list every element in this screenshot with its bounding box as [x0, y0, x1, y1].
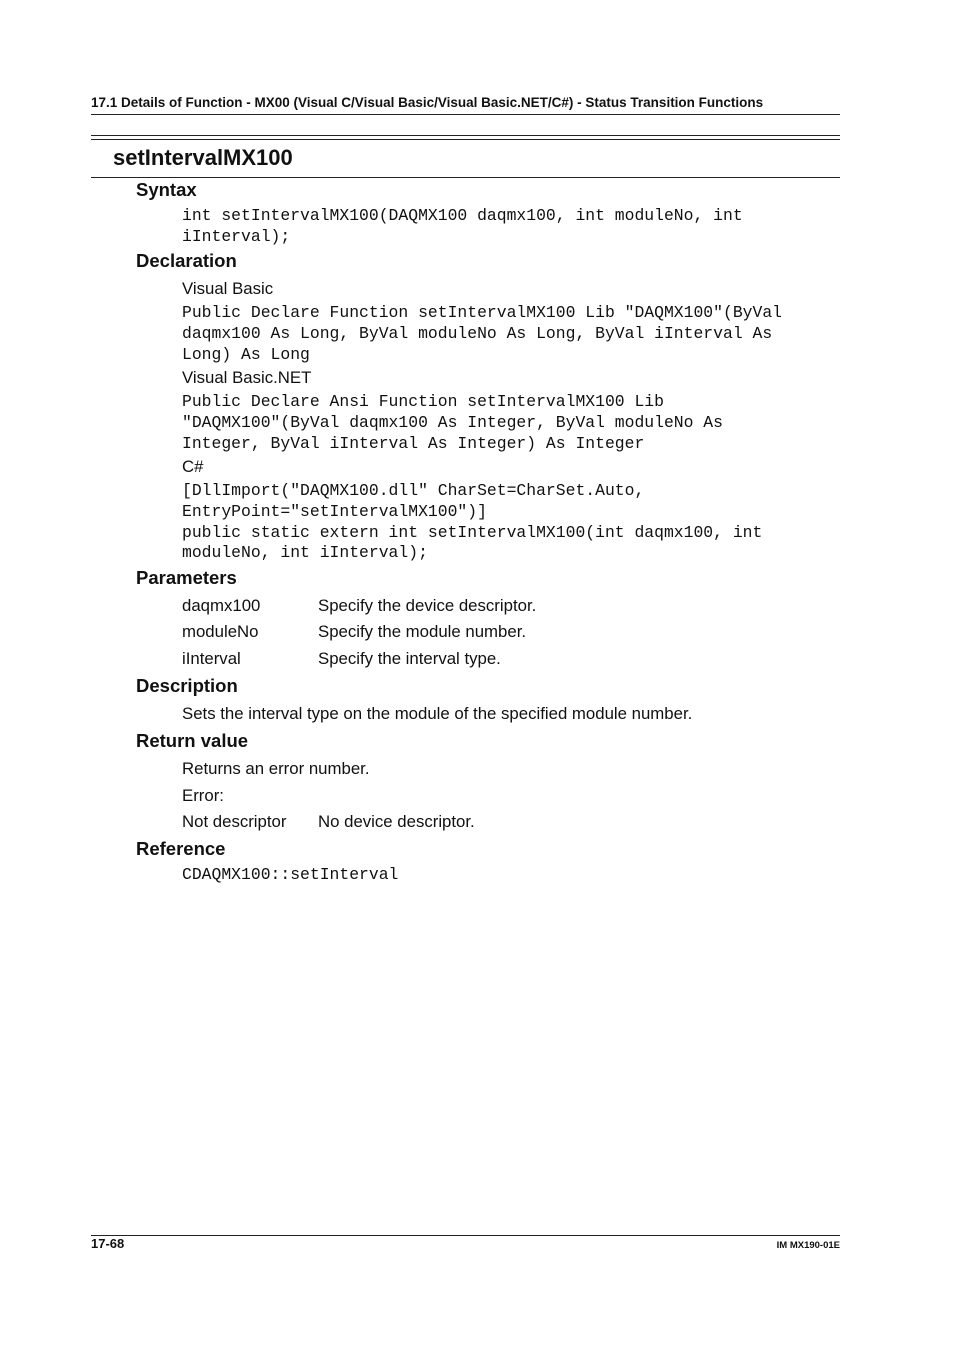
header-rule — [91, 114, 840, 115]
declaration-heading: Declaration — [136, 250, 237, 271]
reference-text: CDAQMX100::setInterval — [182, 865, 399, 884]
vbnet-label: Visual Basic.NET — [182, 368, 312, 387]
document-id: IM MX190-01E — [776, 1240, 840, 1251]
parameters-heading: Parameters — [136, 567, 237, 588]
cs-label: C# — [182, 457, 204, 476]
cs-code-line: [DllImport("DAQMX100.dll" CharSet=CharSet.Auto, — [182, 481, 645, 500]
return-value-heading: Return value — [136, 730, 249, 751]
footer-rule — [91, 1235, 840, 1236]
vb-code-line: daqmx100 As Long, ByVal moduleNo As Long, ByVal iInterval As — [182, 324, 773, 343]
syntax-heading: Syntax — [136, 179, 197, 200]
vb-label: Visual Basic — [182, 279, 274, 298]
description-heading: Description — [136, 675, 238, 696]
return-value-text: Returns an error number. — [182, 759, 370, 778]
param-name: moduleNo — [182, 622, 259, 641]
title-bottom-rule — [91, 177, 840, 178]
cs-code-line: public static extern int setIntervalMX100(int daqmx100, int — [182, 523, 763, 542]
function-title: setIntervalMX100 — [113, 145, 293, 170]
cs-code-line: moduleNo, int iInterval); — [182, 543, 428, 562]
syntax-line: iInterval); — [182, 227, 291, 246]
vb-code-line: Public Declare Function setIntervalMX100 Lib "DAQMX100"(ByVal — [182, 303, 782, 322]
reference-heading: Reference — [136, 838, 226, 859]
vbnet-code-line: Integer, ByVal iInterval As Integer) As Integer — [182, 434, 645, 453]
param-name: iInterval — [182, 649, 241, 668]
vbnet-code-line: "DAQMX100"(ByVal daqmx100 As Integer, ByVal moduleNo As — [182, 413, 723, 432]
cs-code-line: EntryPoint="setIntervalMX100")] — [182, 502, 487, 521]
param-desc: Specify the device descriptor. — [318, 596, 537, 615]
error-name: Not descriptor — [182, 812, 287, 831]
description-text: Sets the interval type on the module of the specified module number. — [182, 704, 693, 723]
param-name: daqmx100 — [182, 596, 261, 615]
param-desc: Specify the interval type. — [318, 649, 501, 668]
error-label: Error: — [182, 786, 224, 805]
page-number: 17-68 — [91, 1236, 125, 1251]
error-desc: No device descriptor. — [318, 812, 475, 831]
vb-code-line: Long) As Long — [182, 345, 310, 364]
syntax-line: int setIntervalMX100(DAQMX100 daqmx100, int moduleNo, int — [182, 206, 743, 225]
param-desc: Specify the module number. — [318, 622, 527, 641]
title-top-rule — [91, 135, 840, 140]
running-header: 17.1 Details of Function - MX00 (Visual C/Visual Basic/Visual Basic.NET/C#) - Status Transition Functions — [91, 95, 764, 110]
vbnet-code-line: Public Declare Ansi Function setIntervalMX100 Lib — [182, 392, 664, 411]
